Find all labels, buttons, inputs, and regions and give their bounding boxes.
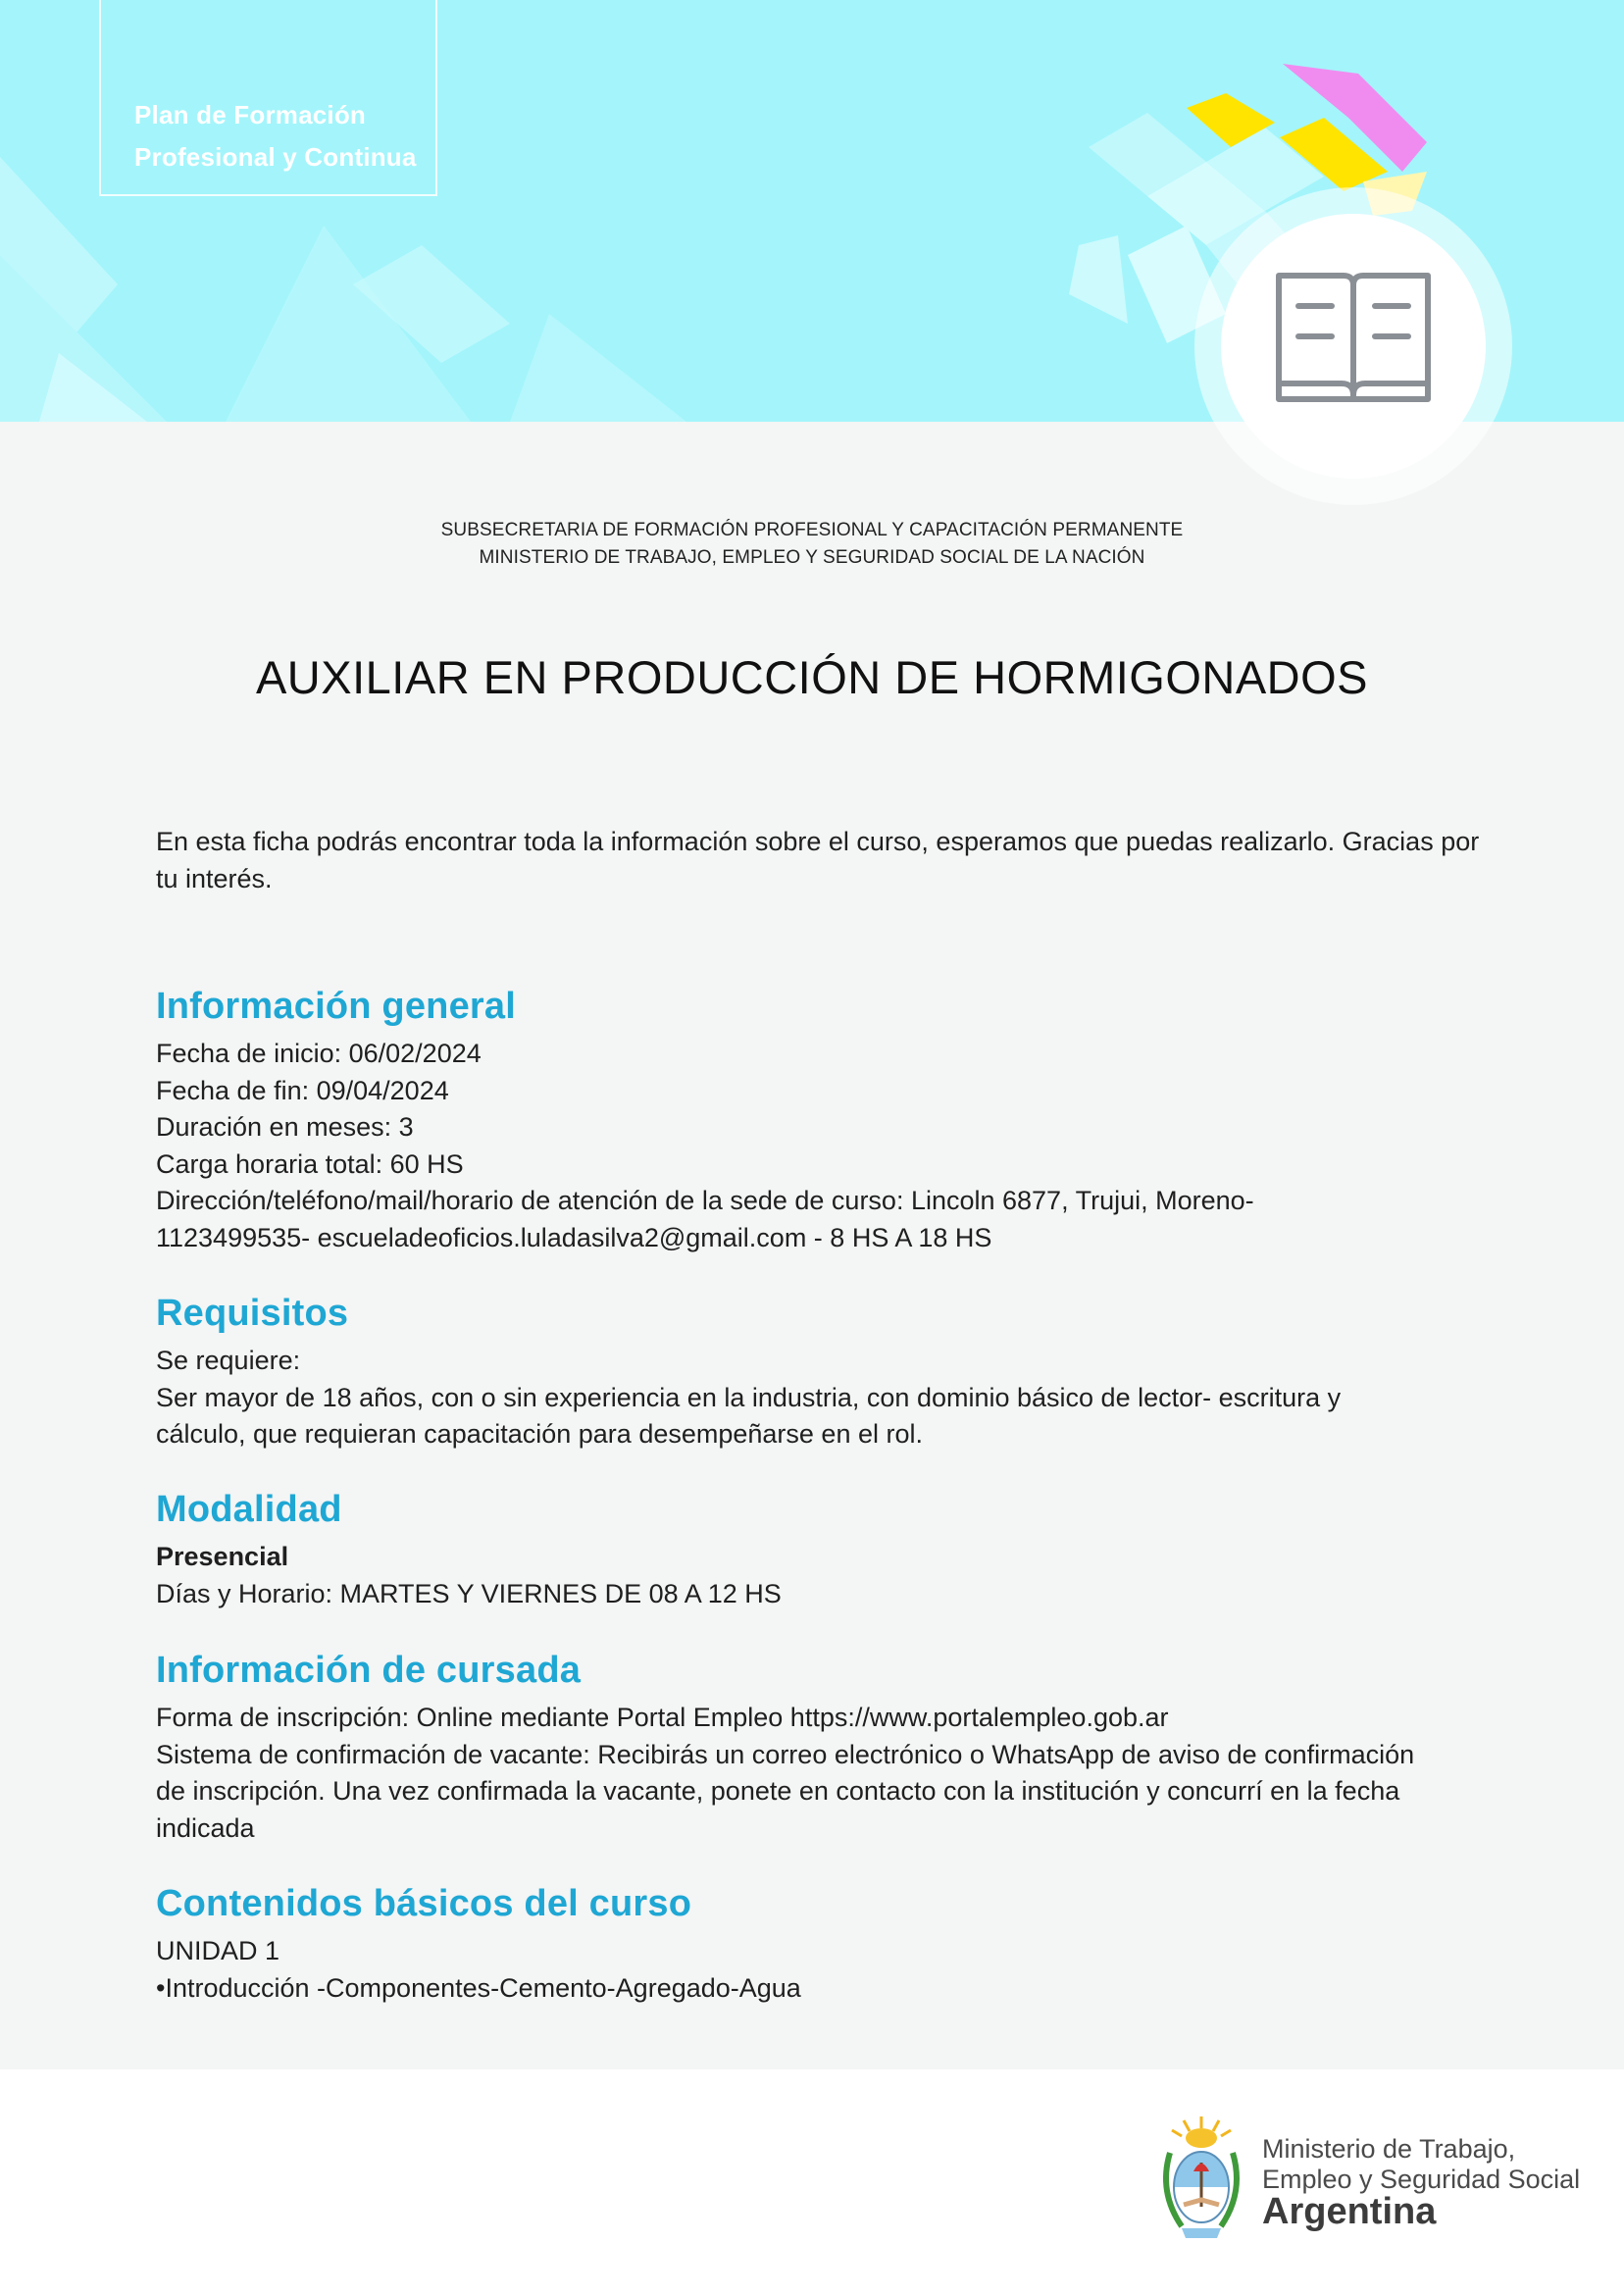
modality-type: Presencial bbox=[156, 1542, 289, 1571]
heading-modality: Modalidad bbox=[156, 1489, 342, 1530]
course-title: AUXILIAR EN PRODUCCIÓN DE HORMIGONADOS bbox=[255, 651, 1369, 703]
brand-box bbox=[99, 0, 437, 196]
heading-contents: Contenidos básicos del curso bbox=[156, 1883, 692, 1924]
address-line-1: Dirección/teléfono/mail/horario de atención de la sede de curso: Lincoln 6877, Trujui, Moreno- bbox=[156, 1186, 1254, 1215]
agency-line-1: SUBSECRETARIA DE FORMACIÓN PROFESIONAL Y CAPACITACIÓN PERMANENTE bbox=[440, 520, 1184, 540]
agency-line-2: MINISTERIO DE TRABAJO, EMPLEO Y SEGURIDAD SOCIAL DE LA NACIÓN bbox=[479, 547, 1145, 568]
enrollment-confirm-1: Sistema de confirmación de vacante: Recibirás un correo electrónico o WhatsApp de aviso de confirmación bbox=[156, 1739, 1415, 1769]
ministry-line-1: Ministerio de Trabajo, bbox=[1262, 2134, 1516, 2164]
country-name: Argentina bbox=[1262, 2191, 1437, 2232]
requirements-intro: Se requiere: bbox=[156, 1346, 301, 1375]
duration: Duración en meses: 3 bbox=[156, 1112, 414, 1142]
enrollment-confirm-2: de inscripción. Una vez confirmada la vacante, ponete en contacto con la institución y concurrí en la fecha bbox=[156, 1776, 1400, 1806]
enrollment-confirm-3: indicada bbox=[156, 1812, 255, 1843]
requirements-text-2: cálculo, que requieran capacitación para desempeñarse en el rol. bbox=[156, 1419, 923, 1449]
contents-block bbox=[156, 1933, 1490, 2007]
heading-general-info: Información general bbox=[156, 986, 516, 1027]
national-coat-of-arms-icon bbox=[1152, 2109, 1250, 2246]
ministry-line-2: Empleo y Seguridad Social bbox=[1262, 2165, 1581, 2194]
modality-block bbox=[156, 1539, 1490, 1612]
general-info-block bbox=[156, 1036, 1490, 1256]
contents-unit: UNIDAD 1 bbox=[156, 1936, 280, 1965]
heading-requirements: Requisitos bbox=[156, 1293, 349, 1334]
contents-item: •Introducción -Componentes-Cemento-Agregado-Agua bbox=[156, 1972, 801, 2003]
book-badge bbox=[1189, 181, 1518, 511]
enrollment-form: Forma de inscripción: Online mediante Portal Empleo https://www.portalempleo.gob.ar bbox=[156, 1703, 1169, 1732]
modality-schedule: Días y Horario: MARTES Y VIERNES DE 08 A 12 HS bbox=[156, 1578, 782, 1608]
brand-line-2: Profesional y Continua bbox=[134, 142, 417, 172]
enrollment-block bbox=[156, 1700, 1490, 1847]
end-date: Fecha de fin: 09/04/2024 bbox=[156, 1075, 449, 1105]
address-line-2: 1123499535- escueladeoficios.luladasilva2@gmail.com - 8 HS A 18 HS bbox=[156, 1222, 992, 1252]
heading-enrollment: Información de cursada bbox=[156, 1650, 582, 1691]
intro-text: En esta ficha podrás encontrar toda la información sobre el curso, esperamos que puedas realizarlo. Gracias por tu interés. bbox=[156, 827, 1480, 893]
total-hours: Carga horaria total: 60 HS bbox=[156, 1148, 464, 1179]
brand-line-1: Plan de Formación bbox=[134, 100, 367, 129]
start-date: Fecha de inicio: 06/02/2024 bbox=[156, 1039, 482, 1068]
requirements-block bbox=[156, 1343, 1490, 1453]
requirements-text-1: Ser mayor de 18 años, con o sin experiencia en la industria, con dominio básico de lector- escritura y bbox=[156, 1382, 1342, 1412]
